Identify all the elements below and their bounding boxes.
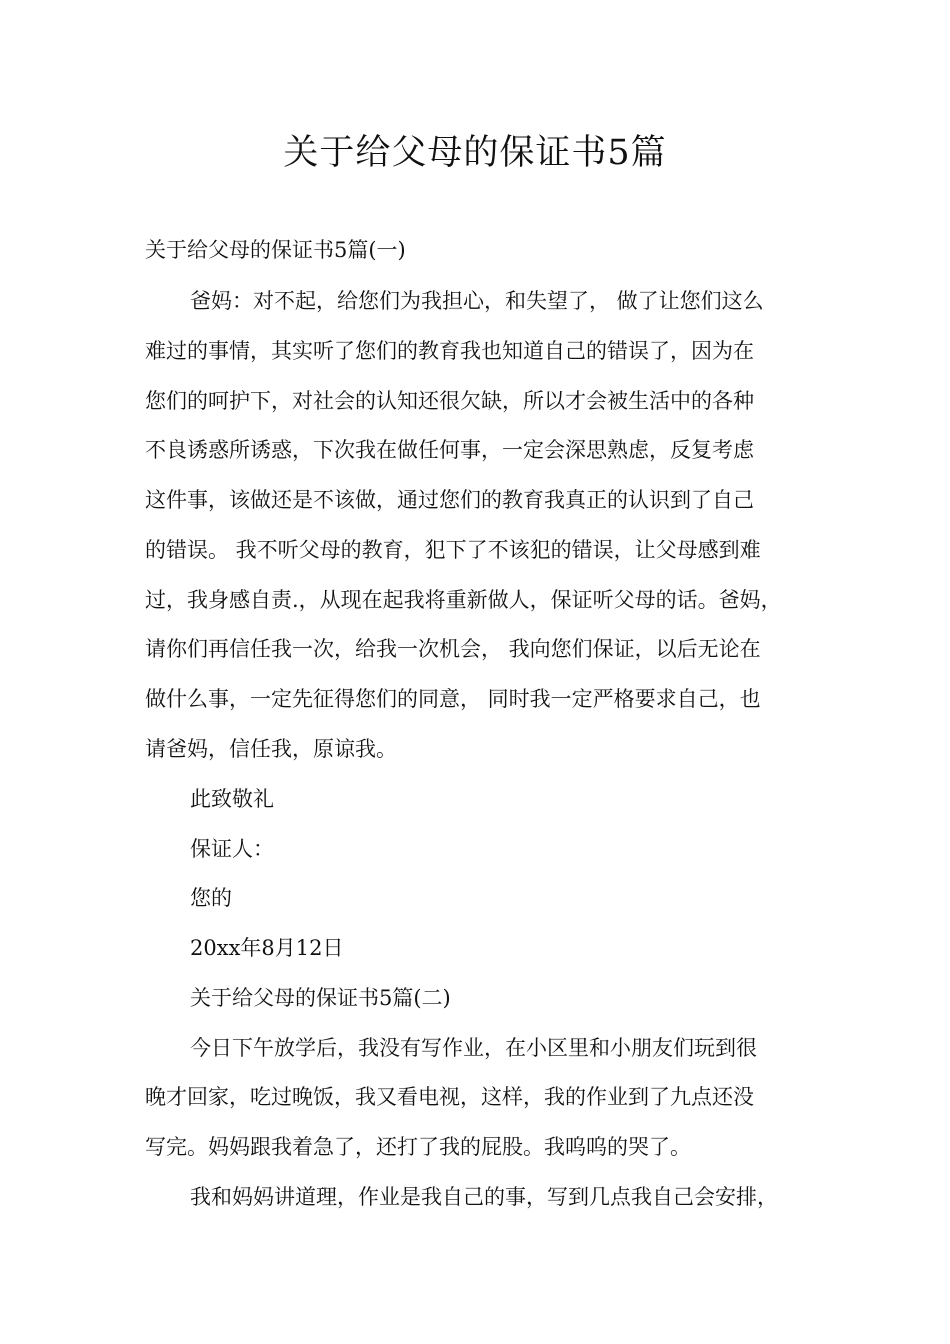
section-heading-1: 关于给父母的保证书5篇(一) [145, 238, 406, 262]
paragraph-line: 我和妈妈讲道理，作业是我自己的事，写到几点我自己会安排， [190, 1185, 778, 1209]
paragraph-line: 难过的事情，其实听了您们的教育我也知道自己的错误了，因为在 [145, 339, 754, 363]
paragraph-line: 不良诱惑所诱惑，下次我在做任何事，一定会深思熟虑，反复考虑 [145, 438, 754, 462]
paragraph-line: 做什么事，一定先征得您们的同意， 同时我一定严格要求自己，也 [145, 687, 761, 711]
paragraph-line: 今日下午放学后，我没有写作业，在小区里和小朋友们玩到很 [190, 1036, 757, 1060]
guarantor-label: 保证人： [190, 837, 274, 861]
closing-salutation: 此致敬礼 [190, 787, 274, 811]
paragraph-line: 请爸妈，信任我，原谅我。 [145, 737, 397, 761]
paragraph-line: 您们的呵护下，对社会的认知还很欠缺，所以才会被生活中的各种 [145, 389, 754, 413]
date-line: 20xx年8月12日 [190, 936, 344, 960]
paragraph-line: 这件事，该做还是不该做，通过您们的教育我真正的认识到了自己 [145, 488, 754, 512]
section-heading-2: 关于给父母的保证书5篇(二) [190, 986, 451, 1010]
paragraph-line: 过，我身感自责.，从现在起我将重新做人，保证听父母的话。爸妈， [145, 588, 782, 612]
paragraph-line: 写完。妈妈跟我着急了，还打了我的屁股。我呜呜的哭了。 [145, 1135, 691, 1159]
signature-line: 您的 [190, 886, 232, 910]
document-title: 关于给父母的保证书5篇 [283, 133, 667, 173]
paragraph-line: 晚才回家，吃过晚饭，我又看电视，这样，我的作业到了九点还没 [145, 1085, 754, 1109]
paragraph-line: 请你们再信任我一次，给我一次机会， 我向您们保证，以后无论在 [145, 637, 761, 661]
paragraph-line: 的错误。 我不听父母的教育，犯下了不该犯的错误，让父母感到难 [145, 538, 761, 562]
paragraph-line: 爸妈：对不起，给您们为我担心，和失望了， 做了让您们这么 [190, 289, 764, 313]
